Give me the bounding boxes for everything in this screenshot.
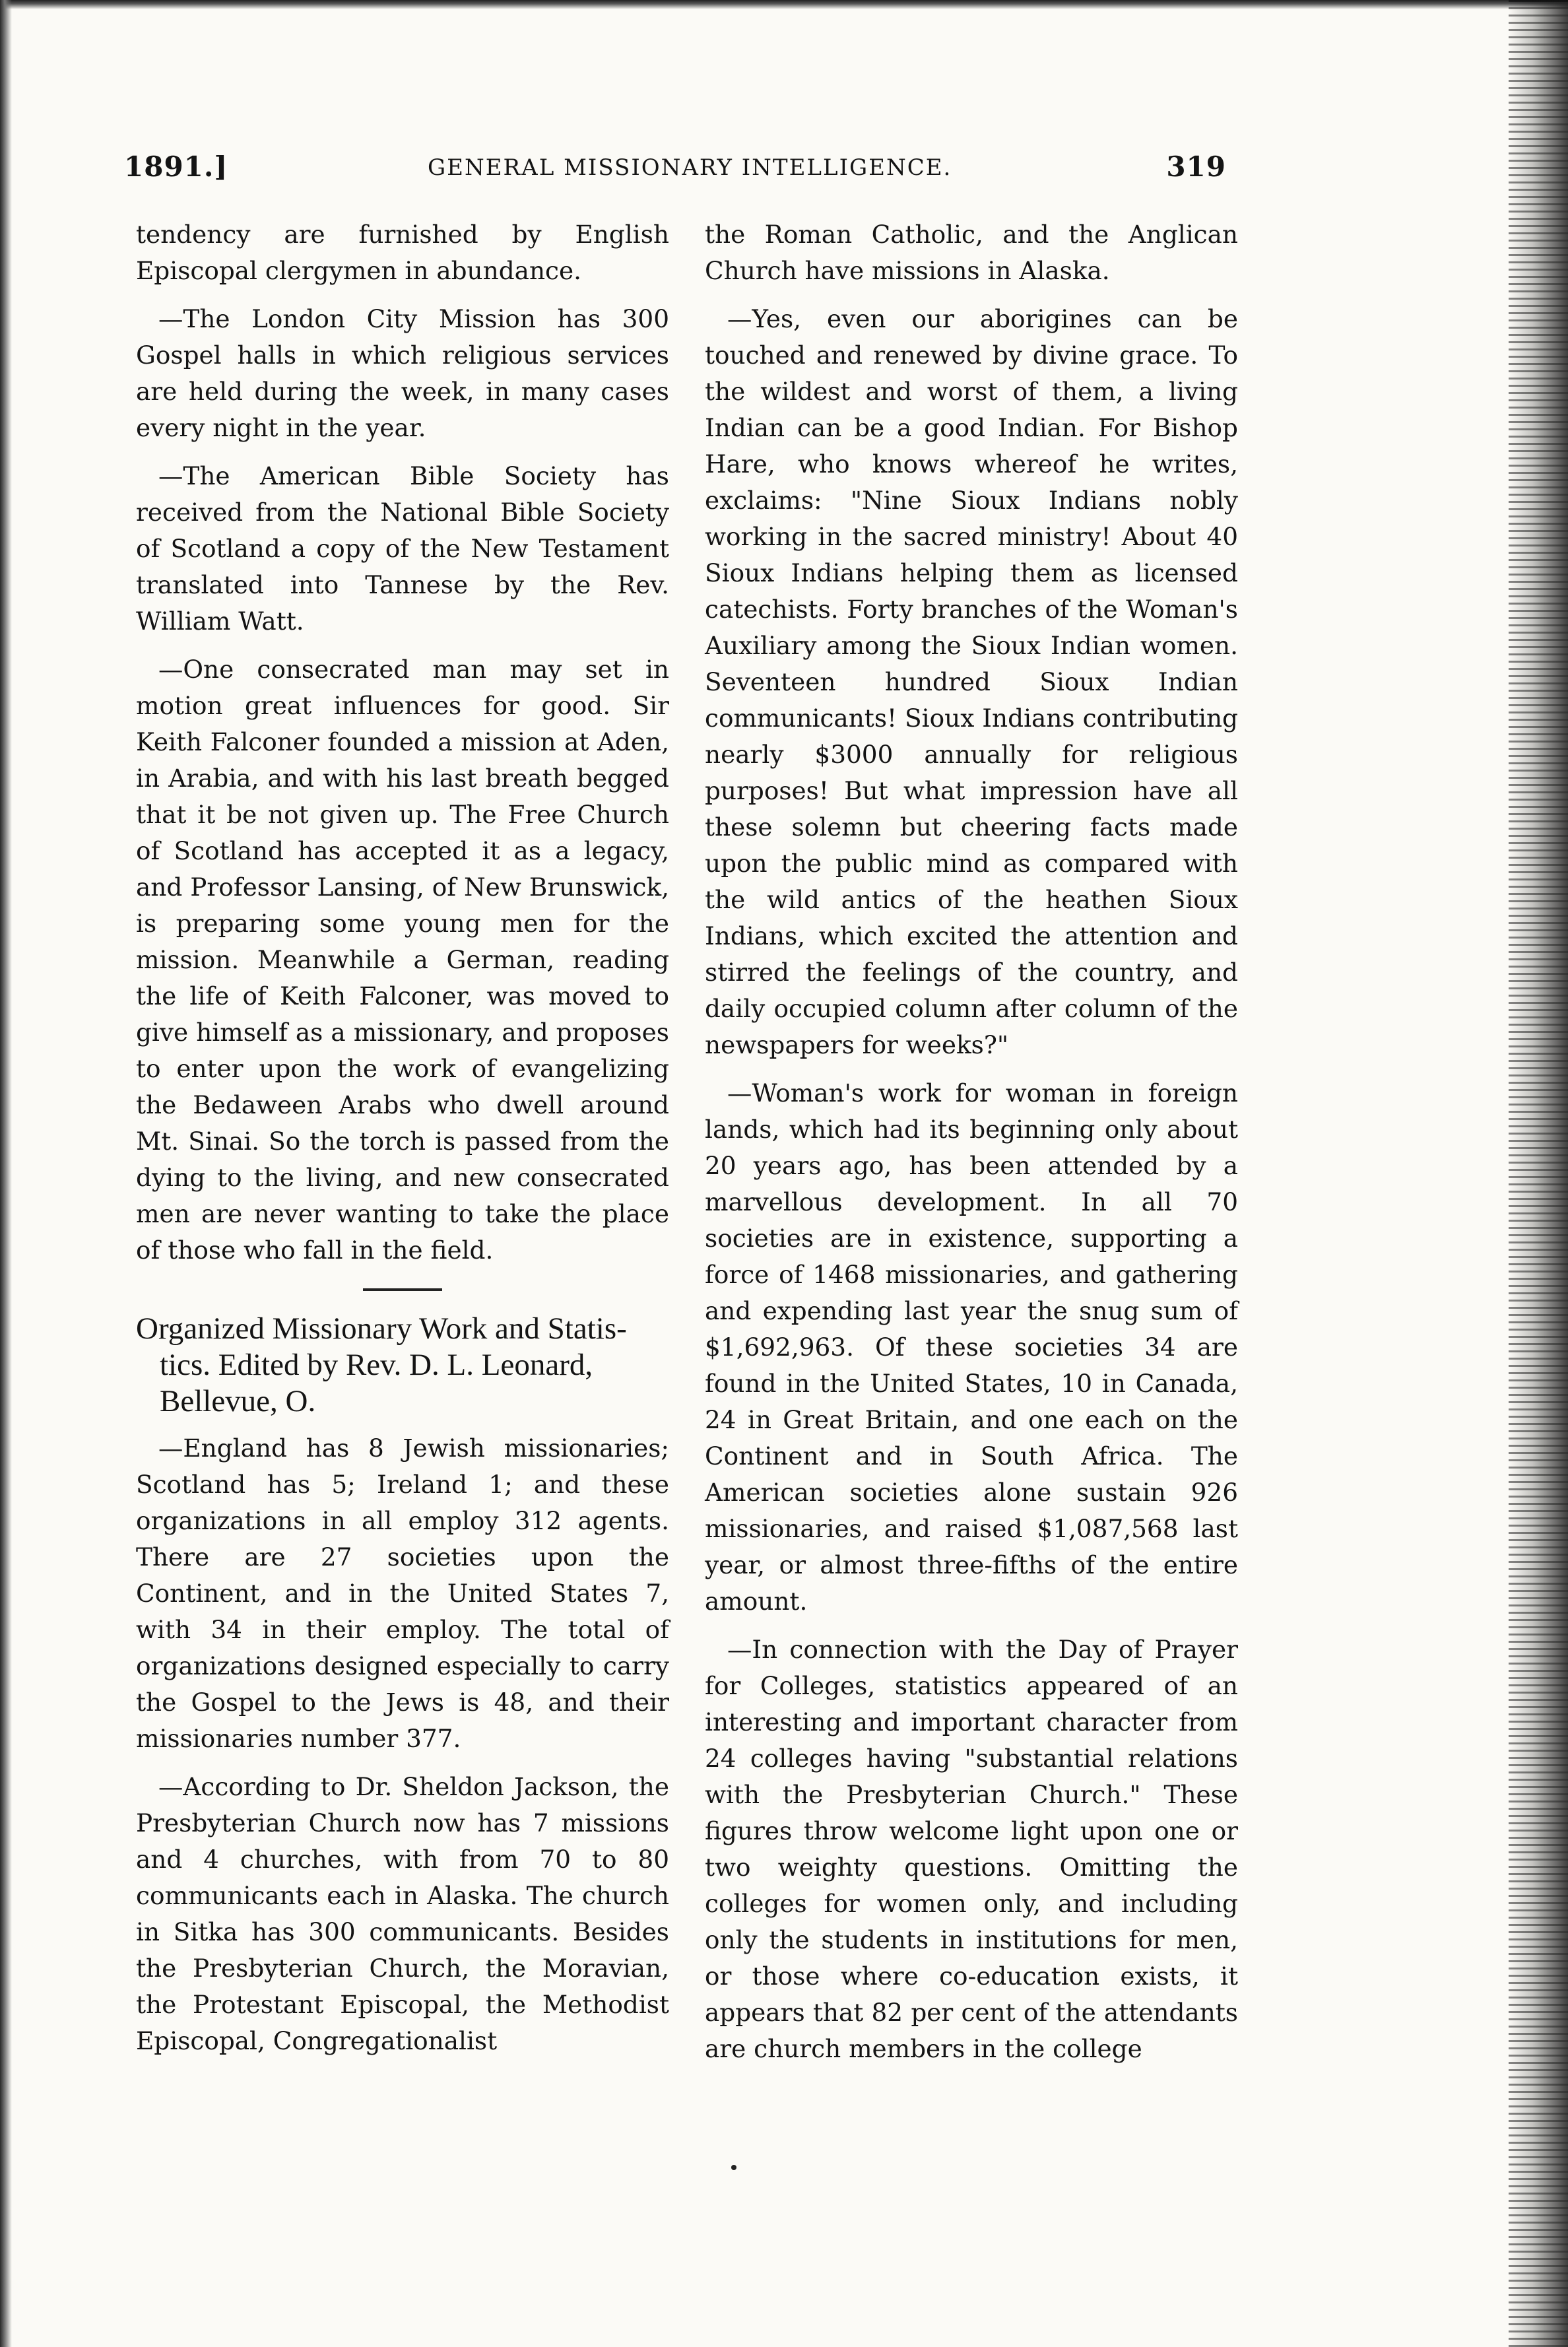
section-heading-line-3: Bellevue, O. — [160, 1384, 316, 1418]
left-paragraph-2: —The London City Mission has 300 Gospel halls in which religious services are held during the week, in many cases every night in the year. — [136, 304, 669, 442]
page-number: 319 — [1166, 150, 1226, 183]
left-column — [136, 216, 669, 2071]
running-title: GENERAL MISSIONARY INTELLIGENCE. — [428, 154, 952, 181]
left-paragraph-6: —According to Dr. Sheldon Jackson, the Presbyterian Church now has 7 missions and 4 churches, with from 70 to 80 communicants each in Alaska. The church in Sitka has 300 communicants. Besides the Presbyterian Church, the Moravian, the Protestant Episcopal, the Methodist Episcopal, Congregationalist — [136, 1772, 669, 2055]
right-paragraph-4: —In connection with the Day of Prayer for Colleges, statistics appeared of an interesting and important character from 24 colleges having "substantial relations with the Presbyterian Church." These figures throw welcome light upon one or two weighty questions. Omitting the colleges for women only, and including only the students in institutions for men, or those where co-education exists, it appears that 82 per cent of the attendants are church members in the college — [705, 1635, 1238, 2063]
section-heading-line-2: tics. Edited by Rev. D. L. Leonard, — [160, 1348, 593, 1382]
scan-right-edge — [1509, 0, 1568, 2347]
section-heading-line-1: Organized Missionary Work and Statis- — [136, 1311, 627, 1346]
right-paragraph-3: —Woman's work for woman in foreign lands, which had its beginning only about 20 years ago, has been attended by a marvellous development. In all 70 societies are in existence, supporting a force of 1468 missionaries, and gathering and expending last year the snug sum of $1,692,963. Of these societies 34 are found in the United States, 10 in Canada, 24 in Great Britain, and one each on the Continent and in South Africa. The American societies alone sustain 926 missionaries, and raised $1,087,568 last year, or almost three-fifths of the entire amount. — [705, 1078, 1238, 1616]
left-paragraph-5: —England has 8 Jewish missionaries; Scotland has 5; Ireland 1; and these organizations in all employ 312 agents. There are 27 societies upon the Continent, and in the United States 7, with 34 in their employ. The total of organizations designed especially to carry the Gospel to the Jews is 48, and their missionaries number 377. — [136, 1434, 669, 1753]
left-paragraph-4: —One consecrated man may set in motion great influences for good. Sir Keith Falconer founded a mission at Aden, in Arabia, and with his last breath begged that it be not given up. The Free Church of Scotland has accepted it as a legacy, and Professor Lansing, of New Brunswick, is preparing some young men for the mission. Meanwhile a German, reading the life of Keith Falconer, was moved to give himself as a missionary, and proposes to enter upon the work of evangelizing the Bedaween Arabs who dwell around Mt. Sinai. So the torch is passed from the dying to the living, and new consecrated men are never wanting to take the place of those who fall in the field. — [136, 655, 669, 1265]
right-paragraph-2: —Yes, even our aborigines can be touched and renewed by divine grace. To the wildest and worst of them, a living Indian can be a good Indian. For Bishop Hare, who knows whereof he writes, exclaims: "Nine Sioux Indians nobly working in the sacred ministry! About 40 Sioux Indians helping them as licensed catechists. Forty branches of the Woman's Auxiliary among the Sioux Indian women. Seventeen hundred Sioux Indian communicants! Sioux Indians contributing nearly $3000 annually for religious purposes! But what impression have all these solemn but cheering facts made upon the public mind as compared with the wild antics of the heathen Sioux Indians, which excited the attention and stirred the feelings of the country, and daily occupied column after column of the newspapers for weeks?" — [705, 304, 1238, 1059]
footer-mark — [731, 2165, 736, 2170]
scan-left-edge — [0, 0, 12, 2347]
right-column — [705, 216, 1238, 2079]
section-divider — [363, 1288, 442, 1291]
left-paragraph-1: tendency are furnished by English Episcopal clergymen in abundance. — [136, 220, 669, 285]
page-header — [124, 150, 1226, 197]
scan-top-edge — [0, 0, 1568, 9]
section-heading — [136, 1311, 669, 1420]
left-paragraph-3: —The American Bible Society has received from the National Bible Society of Scotland a copy of the New Testament translated into Tannese by the Rev. William Watt. — [136, 461, 669, 636]
header-year: 1891.] — [124, 150, 228, 183]
right-paragraph-1: the Roman Catholic, and the Anglican Church have missions in Alaska. — [705, 220, 1238, 285]
